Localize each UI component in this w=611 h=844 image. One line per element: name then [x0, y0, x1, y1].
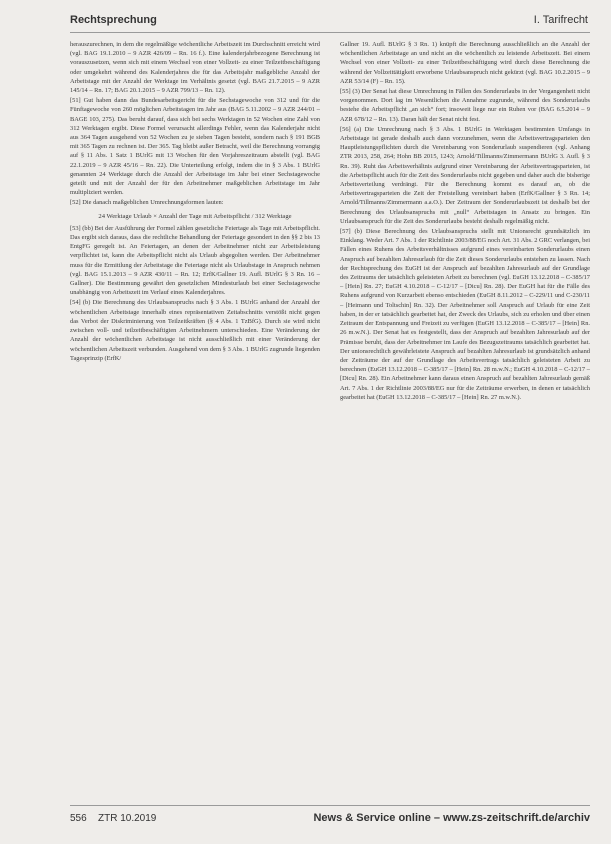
page-header [70, 10, 590, 33]
paragraph: [57] (b) Diese Berechnung des Urlaubsanspruchs stellt mit Unionsrecht grundsätzlich im Einklang. Weder Art. 7 Abs. 1 der Richtlinie 2003/88/EG noch Art. 31 Abs. 2 GRC verlangen, bei Fällen eines Ruhens des Arbeitsverhältnisses aufgrund eines vereinbarten Sonderurlaubs einen Anspruch auf bezahlten Jahresurlaub für die Zeit dieses Sonderurlaubs entstehen zu lassen. Nach der Rechtsprechung des EuGH ist der Anspruch auf bezahlten Jahresurlaub auf der Grundlage des Zeitraums der tatsächlich geleisteten Arbeit zu berechnen (vgl. EuGH 13.12.2018 – C-385/17 – [Hein] Rn. 27; EuGH 4.10.2018 – C-12/17 – [Dicu] Rn. 28). Der EuGH hat für die Fälle des Ruhens aufgrund von Kurzarbeit ebenso entschieden (EuGH 8.11.2012 – C-229/11 und C-230/11 – [Heimann und Toltschin] Rn. 32). Der Arbeitnehmer soll Anspruch auf Urlaub für eine Zeit haben, in der er tatsächlich gearbeitet hat, der Zweck des Urlaubs, sich zu erholen und über einen Zeitraum der Entspannung und Freizeit zu verfügen (EuGH 13.12.2018 – C-385/17 – [Hein] Rn. 26 m.w.N.). Der Senat hat es festgestellt, dass der Anspruch auf bezahlten Jahresurlaub auf der Prämisse beruht, dass der Arbeitnehmer im Laufe des Bezugszeitraums tatsächlich gearbeitet hat. Der unionsrechtlich gewährleistete Anspruch auf bezahlten Jahresurlaub ist grundsätzlich anhand der Zeiträume der auf der Grundlage des Arbeitsvertrags tatsächlich geleisteten Arbeit zu berechnen (EuGH 13.12.2018 – C-385/17 – [Hein] Rn. 28 m.w.N.; EuGH 4.10.2018 – C-12/17 – [Dicu] Rn. 28). Ein Arbeitnehmer kann daraus einen Anspruch auf bezahlten Jahresurlaub gemäß Art. 7 Abs. 1 der Richtlinie 2003/88/EG nur für die Zeiträume erwerben, in denen er tatsächlich gearbeitet hat (EuGH 13.12.2018 – C-385/17 – [Hein] Rn. 27 m.w.N.). [340, 228, 590, 401]
right-column [340, 40, 590, 800]
paragraph: [54] (b) Die Berechnung des Urlaubsanspruchs nach § 3 Abs. 1 BUrlG anhand der Anzahl der wöchentlichen Arbeitstage innerhalb eines repräsentativen Zeitabschnitts verstößt nicht gegen das Verbot der Diskriminierung von Teilzeitkräften (§ 4 Abs. 1 TzBfG). Durch sie wird nicht zwischen voll- und teilzeitbeschäftigten Arbeitnehmern unterschieden. Eine Veränderung der Anzahl der wöchentlichen Arbeitstage ist nicht ausschließlich mit einer Veränderung der wöchentlichen Arbeitszeit verbunden. Ausgehend von dem § 3 Abs. 1 BUrlG zugrunde liegenden Tagesprinzip (ErfK/ [70, 299, 320, 362]
left-column [70, 40, 320, 800]
section-title: Rechtsprechung [70, 14, 157, 26]
page-number: 556 [70, 813, 87, 824]
paragraph: [55] (3) Der Senat hat diese Umrechnung in Fällen des Sonderurlaubs in der Vergangenheit nicht vorgenommen. Dort lag im Wesentlichen die Annahme zugrunde, während des Sonderurlaubs bestehe die Arbeitspflicht „an sich“ fort; insoweit liege nur ein Ruhen vor (BAG 6.5.2014 – 9 AZR 678/12 – Rn. 13). Daran hält der Senat nicht fest. [340, 88, 590, 123]
journal-issue: ZTR 10.2019 [98, 813, 157, 824]
formula: 24 Werktage Urlaub × Anzahl der Tage mit Arbeitspflicht / 312 Werktage [98, 212, 292, 220]
paragraph: [56] (a) Die Umrechnung nach § 3 Abs. 1 BUrlG in Werktagen bestimmten Umfangs in Arbeitstage ist gerade deshalb auch dann vorzunehmen, wenn die Arbeitsvertragsparteien den Hauptleistungspflichten durch die Vereinbarung von Sonderurlaub suspendieren (vgl. Anhang ZTR 2013, 258, 264; Hohn BB 2015, 1243; Arnold/Tillmanns/Zimmermann BUrlG 3. Aufl. § 3 Rn. 39). Ruht das Arbeitsverhältnis aufgrund einer Vereinbarung der Arbeitsvertragsparteien, ist die Arbeitspflicht auch für die Zeit des Sonderurlaubs nicht gegeben und daher auch die bisherige Arbeitsverteilung verdrängt. Für die Berechnung kommt es darauf an, ob die Arbeitsvertragsparteien die Zeit der Freistellung vereinbart haben (ErfK/Gallner § 3 Rn. 14; Arnold/Tillmanns/Zimmermann a.a.O.). Der Zeitraum der Sonderurlaubszeit ist deshalb bei der Berechnung des Urlaubsanspruchs mit „null“ Arbeitstagen in Ansatz zu bringen. Ein Urlaubsanspruch für die Zeit des Sonderurlaubs besteht deshalb regelmäßig nicht. [340, 125, 590, 225]
paragraph: Gallner 19. Aufl. BUrlG § 3 Rn. 1) knüpft die Berechnung ausschließlich an die Anzahl der wöchentlichen Arbeitstage an und nicht an die wöchentlich zu leistende Arbeitszeit. Bei einem Wechsel von einer Vollzeit- zu einer Teilzeitbeschäftigung wird durch diese Berechnung die während der Vollzeittätigkeit erworbene Urlaubsanspruch nicht gekürzt (vgl. BAG 10.2.2015 – 9 AZR 53/14 (F) – Rn. 15). [340, 41, 590, 85]
paragraph: [51] Gut haben dann das Bundesarbeitsgericht für die Sechstagewoche von 312 und für die Fünftagewoche von 260 möglichen Arbeitstagen im Jahr aus (BAG 5.11.2002 – 9 AZR 244/01 – BAGE 103, 275). Das beruht darauf, dass sich bei sechs Werktagen in 52 Wochen eine Zahl von 312 Werktagen ergibt. Diese Formel verursacht allerdings Fehler, wenn das Kalenderjahr nicht aus 364 Tagen ausgehend von 52 Wochen zu je sieben Tagen besteht, sondern nach § 191 BGB mit 365 Tagen zu rechnen ist. Der 365. Tag bleibt außer Betracht, weil die Berechnung vorrangig auf § 11 Abs. 1 Satz 1 BUrlG mit 13 Wochen für den Vorjahreszeitraum abstellt (vgl. BAG 22.1.2019 – 9 AZR 45/16 – Rn. 22). Die Unterteilung erfolgt, indem die in § 3 Abs. 1 BUrlG genannten 24 Werktage durch die Anzahl der Arbeitstage im Jahr bei einer Sechstagewoche geteilt und mit der Anzahl der für den Arbeitnehmer maßgeblichen Arbeitstage im Jahr multipliziert werden. [70, 97, 320, 197]
paragraph: [53] (bb) Bei der Ausführung der Formel zählen gesetzliche Feiertage als Tage mit Arbeitspflicht. Das ergibt sich daraus, dass die rechtliche Behandlung der Feiertage gesondert in den §§ 2 bis 13 EntgFG geregelt ist. An Feiertagen, an denen der Arbeitnehmer nicht zur Arbeitsleistung verpflichtet ist, kann die Arbeitspflicht nicht als Urlaub abgegolten werden. Der Arbeitnehmer muss für die Ermittlung der Arbeitstage die Feiertage nicht als Urlaubstage in Anspruch nehmen (vgl. BAG 15.1.2013 – 9 AZR 430/11 – Rn. 12; ErfK/Gallner 19. Aufl. BUrlG § 3 Rn. 16 – Gallner). Die Bestimmung gewährt den gesetzlichen Mindesturlaub bei einer Sechstagewoche unabhängig von Arbeitszeit im Verlauf eines Kalenderjahres. [70, 224, 320, 297]
page-footer [70, 805, 590, 826]
paragraph: [52] Die danach maßgeblichen Umrechnungsformen lauten: [70, 199, 224, 207]
paragraph: herauszurechnen, in dem die regelmäßige wöchentliche Arbeitszeit im Durchschnitt erreicht wird (vgl. BAG 19.1.2010 – 9 AZR 426/09 – Rn. 16 f.). Eine kalenderjahrbezogene Berechnung ist vorauszusetzen, wenn sich mit einem Wechsel von einer Vollzeit- zu einer Teilzeitbeschäftigung oder umgekehrt während des Kalenderjahres die für das Arbeitsjahr maßgebliche Anzahl der Arbeitstage mit der Anzahl der Werktage im Verhältnis gesetzt (vgl. BAG 21.7.2015 – 9 AZR 145/14 – Rn. 17; BAG 20.1.2015 – 9 AZR 799/13 – Rn. 12). [70, 41, 320, 95]
service-link[interactable]: News & Service online – www.zs-zeitschrift.de/archiv [313, 812, 590, 824]
part-title: I. Tarifrecht [533, 14, 588, 26]
